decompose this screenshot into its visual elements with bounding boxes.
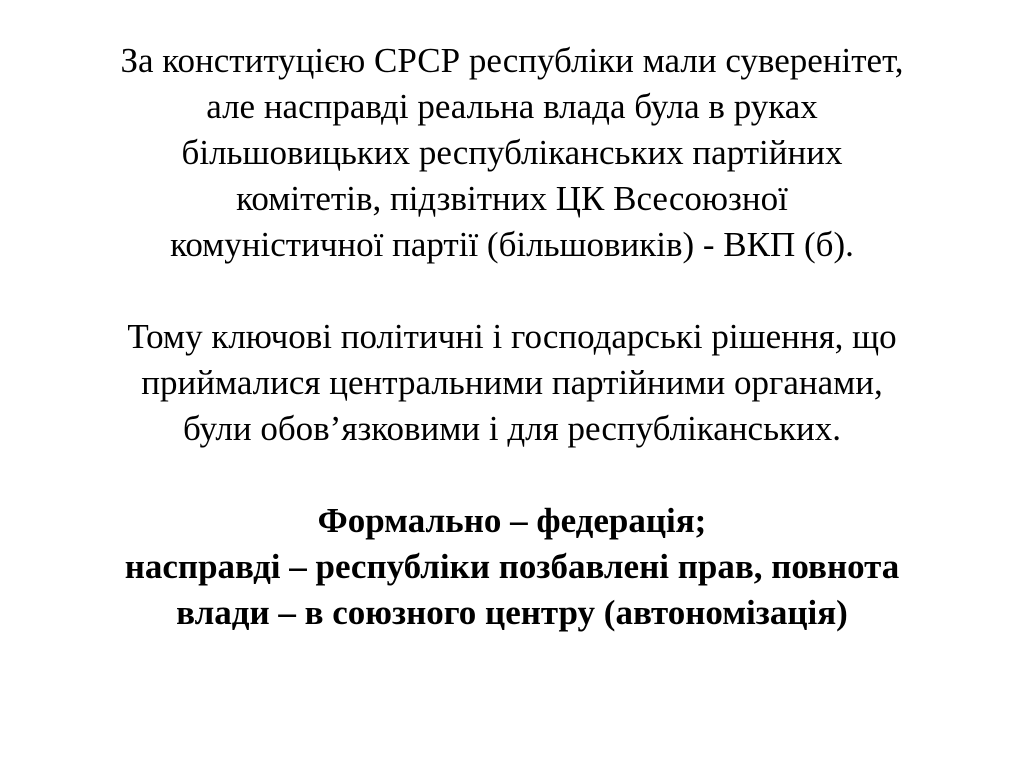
paragraph-conclusion xyxy=(40,498,984,636)
text-line: комуністичної партії (більшовиків) - ВКП (б). xyxy=(170,225,854,264)
slide-text xyxy=(40,38,984,636)
text-line: але насправді реальна влада була в руках xyxy=(206,87,818,126)
text-line: були обов’язковими і для республіканських. xyxy=(182,409,842,448)
text-line: влади – в союзного центру (автономізація) xyxy=(176,593,848,632)
text-line: За конституцією СРСР республіки мали суверенітет, xyxy=(120,41,904,80)
text-line: насправді – республіки позбавлені прав, повнота xyxy=(124,547,900,586)
paragraph-spacer xyxy=(40,268,984,314)
paragraph-spacer xyxy=(40,452,984,498)
text-line: Формально – федерація; xyxy=(317,501,707,540)
text-line: приймалися центральними партійними органами, xyxy=(141,363,883,402)
paragraph-constitution xyxy=(40,38,984,268)
text-line: Тому ключові політичні і господарські рішення, що xyxy=(127,317,897,356)
paragraph-decisions xyxy=(40,314,984,452)
text-line: комітетів, підзвітних ЦК Всесоюзної xyxy=(236,179,788,218)
text-line: більшовицьких республіканських партійних xyxy=(181,133,843,172)
